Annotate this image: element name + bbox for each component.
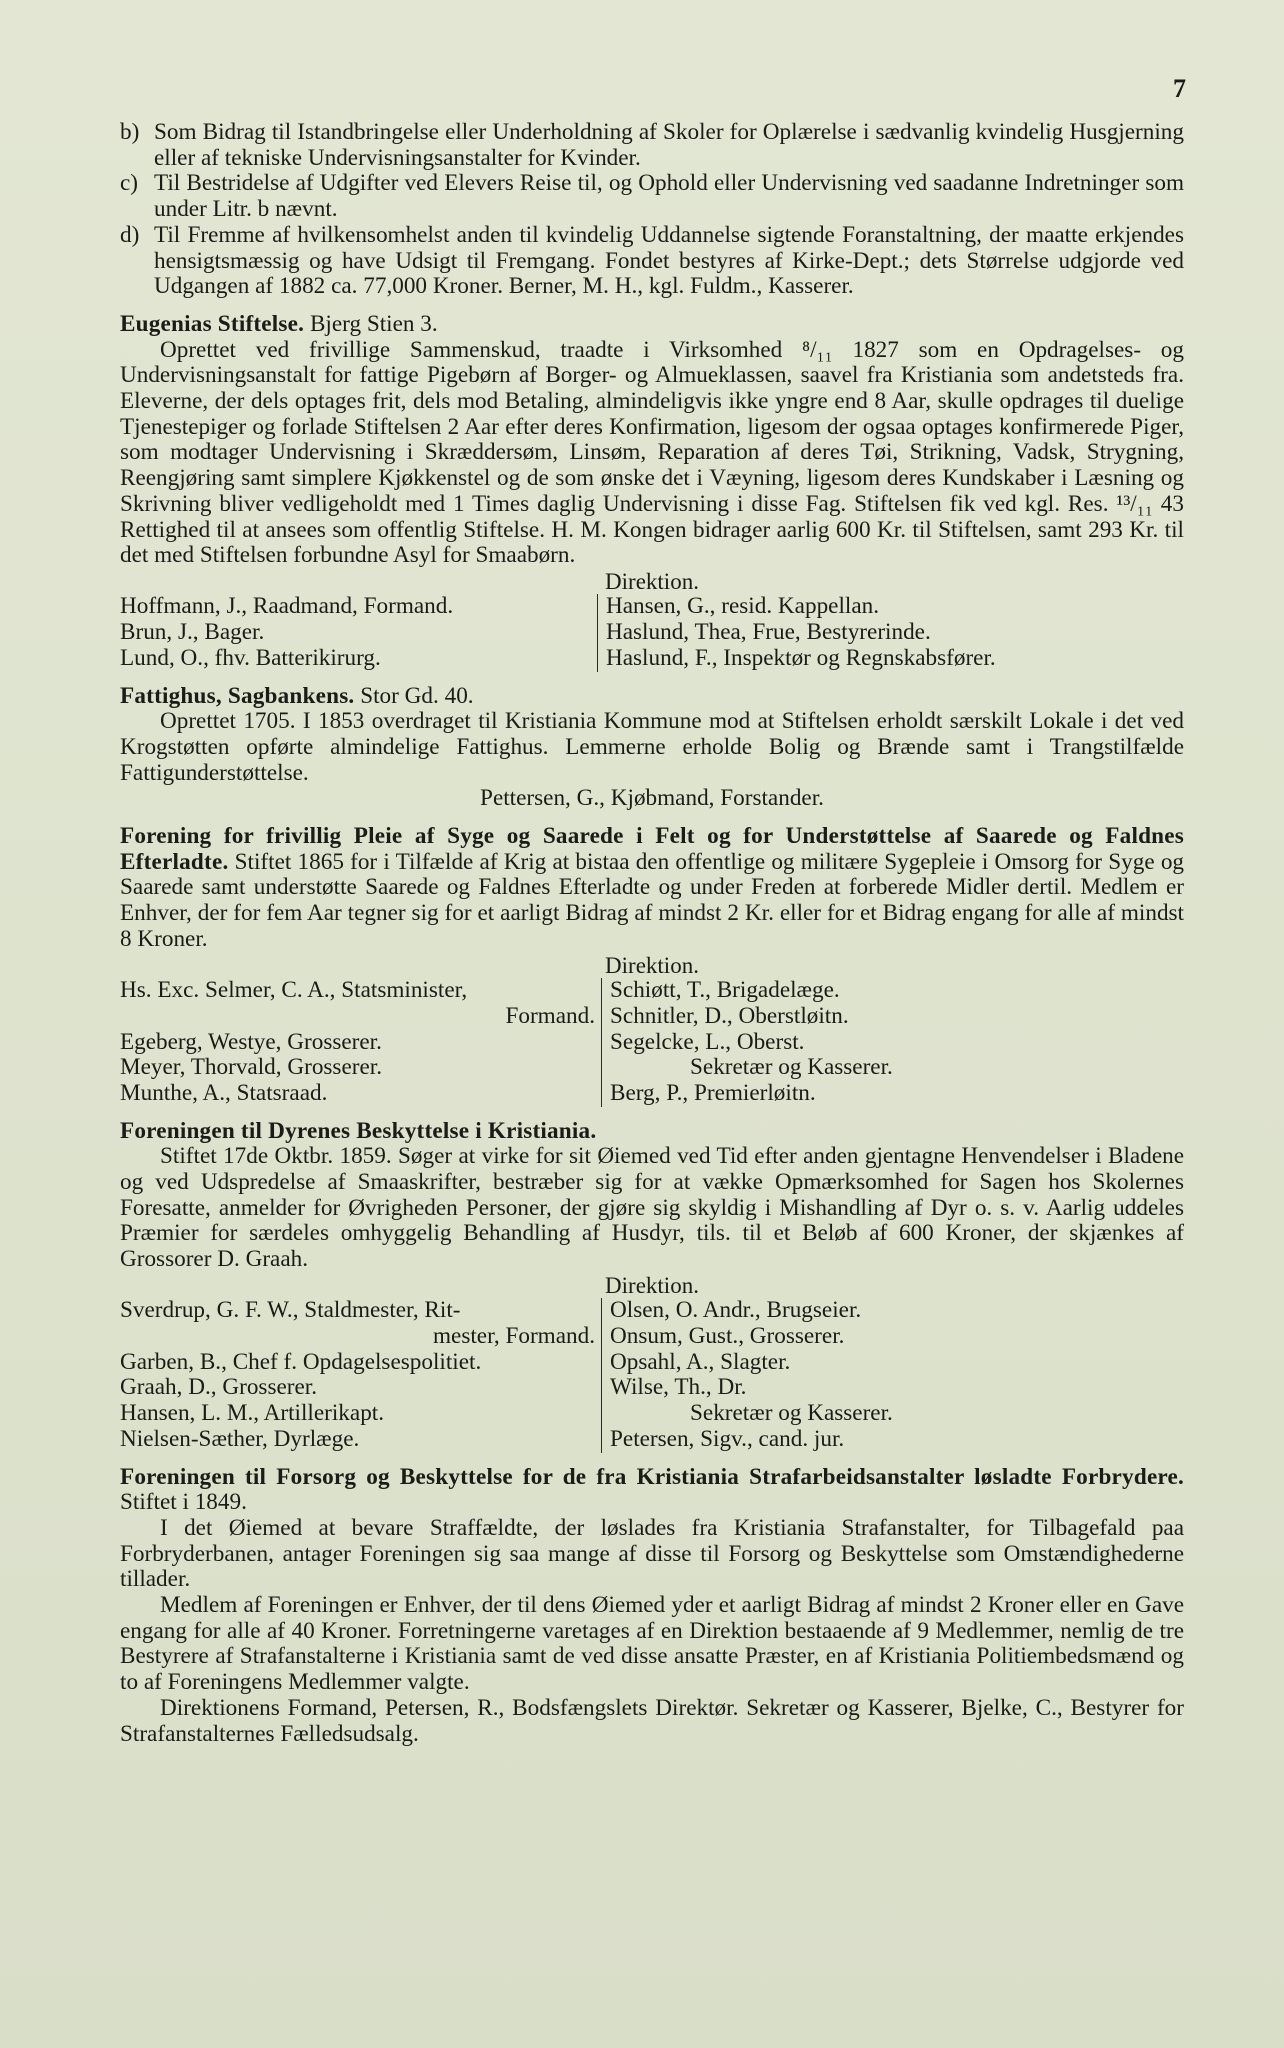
forstander: Pettersen, G., Kjøbmand, Forstander. — [480, 785, 824, 812]
section-eugenia — [120, 312, 1184, 672]
direktion-right-column — [602, 978, 1184, 1107]
section-body: Stiftet 1865 for i Tilfælde af Krig at bistaa den offentlige og militære Sygepleie i Omsorg for Syge og Saarede samt understøtte Saarede og Faldnes Efterladte og under Freden at forberede Midler dertil. Medlem er Enhver, der for fem Aar tegner sig for et aarligt Bidrag af mindst 2 Kr. eller for et Bidrag engang for alle af mindst 8 Kroner. — [120, 848, 1185, 952]
direktion-right-column — [602, 1298, 1184, 1452]
member: Graah, D., Grosserer. — [120, 1374, 318, 1401]
member: Wilse, Th., Dr. — [610, 1374, 747, 1401]
member-role: Formand. — [505, 1002, 595, 1029]
direktion-list — [120, 978, 1184, 1107]
item-text: Som Bidrag til Istandbringelse eller Underholdning af Skoler for Oplærelse i sædvanlig kvindelig Husgjerning eller af tekniske Undervisningsanstalter for Kvinder. — [154, 119, 1184, 171]
member: Meyer, Thorvald, Grosserer. — [120, 1054, 383, 1081]
section-heading: Forening for frivillig Pleie af Syge og Saarede i Felt og for Understøttelse af Saarede og Faldnes Efterladte. — [120, 823, 1184, 875]
direktion-list — [120, 594, 1184, 671]
item-label: c) — [120, 170, 139, 197]
member-role: mester, Formand. — [433, 1323, 595, 1350]
section-fattighus — [120, 684, 1184, 813]
section-body: Oprettet ved frivillige Sammenskud, traadte i Virksomhed ⁸/₁₁ 1827 som en Opdragelses- og Undervisningsanstalt for fattige Pigebørn af Borger- og Almueklassen, saavel fra Kristiania som andetsteds fra. Eleverne, der dels optages frit, dels mod Betaling, almindeligvis ikke yngre end 8 Aar, skulle opdrages til duelige Tjenestepiger og forlade Stiftelsen 2 Aar efter deres Konfirmation, ligesom der ogsaa optages konfirmerede Piger, som modtager Undervisning i Skræddersøm, Linsøm, Reparation af deres Tøi, Strikning, Vadsk, Strygning, Reengjøring samt simplere Kjøkkenstel og de som ønske det i Væyning, ligesom deres Kundskaber i Læsning og Skrivning bliver vedligeholdt med 1 Times daglig Undervisning i disse Fag. Stiftelsen fik ved kgl. Res. ¹³/₁₁ 43 Rettighed til at ansees som offentlig Stiftelse. H. M. Kongen bidrager aarlig 600 Kr. til Stiftelsen, samt 293 Kr. til det med Stiftelsen forbundne Asyl for Smaabørn. — [120, 336, 1184, 569]
direktion-title: Direktion. — [605, 568, 699, 594]
direktion-left-column — [120, 1298, 602, 1452]
section-heading-line — [120, 312, 1184, 338]
section-dyrenes-beskyttelse — [120, 1119, 1184, 1453]
item-label: d) — [120, 221, 140, 248]
section-body: Medlem af Foreningen er Enhver, der til dens Øiemed yder et aarligt Bidrag af mindst 2 Kroner eller en Gave engang for alle af 40 Kroner. Forretningerne varetages af en Direktion bestaaende af 9 Medlemmer, nemlig de tre Bestyrere af Strafanstalterne i Kristiania samt de ved disse ansatte Præster, en af Kristiania Politiembedsmænd og to af Foreningens Medlemmer valgte. — [120, 1592, 1184, 1696]
section-body: Oprettet 1705. I 1853 overdraget til Kristiania Kommune mod at Stiftelsen erholdt særskilt Lokale i det ved Krogstøtten opførte almindelige Fattighus. Lemmerne erholde Bolig og Brænde samt i Trangstilfælde Fattigunderstøttelse. — [120, 708, 1184, 786]
item-text: Til Fremme af hvilkensomhelst anden til kvindelig Uddannelse sigtende Foranstaltning, der maatte erkjendes hensigtsmæssig og have Udsigt til Fremgang. Fondet bestyres af Kirke-Dept.; dets Størrelse udgjorde ved Udgangen af 1882 ca. 77,000 Kroner. Berner, M. H., kgl. Fuldm., Kasserer. — [154, 221, 1184, 300]
item-label: b) — [120, 119, 140, 145]
section-heading: Fattighus, Sagbankens. — [120, 682, 355, 709]
member: Hansen, L. M., Artillerikapt. — [120, 1400, 385, 1427]
section-heading: Foreningen til Dyrenes Beskyttelse i Kristiania. — [120, 1117, 597, 1144]
member: Haslund, Thea, Frue, Bestyrerinde. — [606, 619, 931, 646]
member-role: Sekretær og Kasserer. — [690, 1400, 893, 1427]
member: Munthe, A., Statsraad. — [120, 1079, 328, 1106]
section-paragraph — [120, 824, 1184, 953]
member: Onsum, Gust., Grosserer. — [610, 1323, 845, 1350]
member: Schiøtt, T., Brigadelæge. — [610, 977, 840, 1004]
section-founded: Stiftet i 1849. — [120, 1489, 247, 1516]
member: Petersen, Sigv., cand. jur. — [610, 1425, 845, 1452]
section-paragraph — [120, 1465, 1184, 1516]
member: Haslund, F., Inspektør og Regnskabsfører. — [606, 644, 996, 671]
member: Schnitler, D., Oberstløitn. — [610, 1002, 849, 1029]
section-address: Stor Gd. 40. — [360, 682, 474, 709]
member: Olsen, O. Andr., Brugseier. — [610, 1297, 862, 1324]
direktion-right-column — [598, 594, 1184, 671]
item-text: Til Bestridelse af Udgifter ved Elevers Reise til, og Ophold eller Undervisning ved saadanne Indretninger som under Litr. b nævnt. — [154, 170, 1184, 223]
member: Hoffmann, J., Raadmand, Formand. — [120, 593, 454, 620]
section-address: Bjerg Stien 3. — [309, 310, 438, 337]
member-role: Sekretær og Kasserer. — [690, 1054, 893, 1081]
section-body: Direktionens Formand, Petersen, R., Bodsfængslets Direktør. Sekretær og Kasserer, Bjelke, C., Bestyrer for Strafanstalternes Fælledsudsalg. — [120, 1694, 1184, 1747]
member: Opsahl, A., Slagter. — [610, 1348, 791, 1375]
member: Hansen, G., resid. Kappellan. — [606, 593, 880, 620]
list-item-d — [120, 223, 1184, 300]
section-heading: Foreningen til Forsorg og Beskyttelse for de fra Kristiania Strafarbeidsanstalter løsladte Forbrydere. — [120, 1463, 1184, 1490]
member: Garben, B., Chef f. Opdagelsespolitiet. — [120, 1348, 482, 1375]
section-heading-line — [120, 1119, 1184, 1145]
section-body: Stiftet 17de Oktbr. 1859. Søger at virke for sit Øiemed ved Tid efter anden gjentagne Henvendelser i Bladene og ved Udspredelse af Smaaskrifter, bestræber sig for at vække Opmærksomhed for Sagen hos Skolernes Foresatte, anmelder for Øvrigheden Personer, der gjøre sig skyldig i Mishandling af Dyr o. s. v. Aarlig uddeles Præmier for særdeles omhyggelig Behandling af Husdyr, tils. til et Beløb af 600 Kroner, der skjænkes af Grossorer D. Graah. — [120, 1143, 1184, 1273]
member: Sverdrup, G. F. W., Staldmester, Rit- — [120, 1297, 461, 1324]
member: Lund, O., fhv. Batterikirurg. — [120, 644, 381, 671]
direktion-left-column — [120, 594, 598, 671]
section-heading: Eugenias Stiftelse. — [120, 310, 305, 337]
member: Berg, P., Premierløitn. — [610, 1079, 816, 1106]
direktion-title: Direktion. — [605, 952, 699, 978]
direktion-list — [120, 1298, 1184, 1452]
section-body: I det Øiemed at bevare Straffældte, der løslades fra Kristiania Strafanstalter, for Tilbagefald paa Forbryderbanen, antager Foreningen sig saa mange af disse til Forsorg og Beskyttelse som Omstændighederne tillader. — [120, 1514, 1184, 1593]
direktion-title: Direktion. — [605, 1272, 699, 1298]
member: Nielsen-Sæther, Dyrlæge. — [120, 1425, 360, 1452]
member: Egeberg, Westye, Grosserer. — [120, 1028, 382, 1055]
list-item-c — [120, 171, 1184, 222]
member: Brun, J., Bager. — [120, 619, 265, 646]
list-item-b — [120, 120, 1184, 171]
section-forening-pleie — [120, 824, 1184, 1107]
member: Hs. Exc. Selmer, C. A., Statsminister, — [120, 977, 468, 1004]
member: Segelcke, L., Oberst. — [610, 1028, 805, 1055]
direktion-left-column — [120, 978, 602, 1107]
section-forsorg — [120, 1465, 1184, 1748]
section-heading-line — [120, 684, 1184, 710]
page-number: 7 — [1173, 74, 1186, 103]
